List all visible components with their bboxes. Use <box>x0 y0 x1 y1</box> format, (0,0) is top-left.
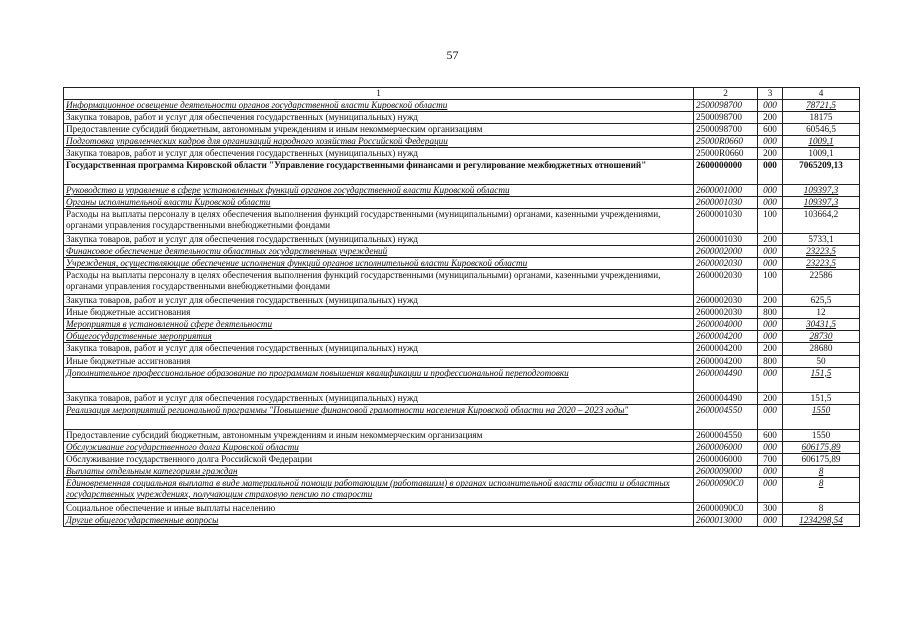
row-name-cell: Общегосударственные мероприятия <box>64 331 694 343</box>
row-code-cell: 2600004550 <box>694 429 758 441</box>
row-name-cell: Закупка товаров, работ и услуг для обеспечения государственных (муниципальных) нужд <box>64 112 694 124</box>
table-row <box>64 392 860 404</box>
table-row <box>64 367 860 392</box>
row-sum-cell: 109397,3 <box>783 197 860 209</box>
row-name-cell: Учреждения, осуществляющие обеспечение исполнения функций органов исполнительной власти Кировской области <box>64 258 694 270</box>
table-row <box>64 343 860 355</box>
row-type-cell: 200 <box>758 112 783 124</box>
table-header <box>64 88 860 100</box>
row-name-cell: Единовременная социальная выплата в виде материальной помощи работающим (работавшим) в органах исполнительной власти области и областных государственных учреждениях, получающим страховую пенсию по старости <box>64 477 694 502</box>
row-sum-cell: 22586 <box>783 270 860 295</box>
table-row <box>64 124 860 136</box>
table-row <box>64 197 860 209</box>
row-type-cell: 200 <box>758 148 783 160</box>
row-sum-cell: 151,5 <box>783 392 860 404</box>
row-code-cell: 2600004200 <box>694 331 758 343</box>
row-name-cell: Предоставление субсидий бюджетным, автономным учреждениям и иным некоммерческим организациям <box>64 429 694 441</box>
row-code-cell: 2500098700 <box>694 124 758 136</box>
row-sum-cell: 151,5 <box>783 367 860 392</box>
table-row <box>64 404 860 429</box>
table-row <box>64 112 860 124</box>
row-name-cell: Обслуживание государственного долга Кировской области <box>64 441 694 453</box>
row-sum-cell: 8 <box>783 465 860 477</box>
row-name-cell: Дополнительное профессиональное образование по программам повышения квалификации и профессиональной переподготовки <box>64 367 694 392</box>
row-type-cell: 700 <box>758 453 783 465</box>
row-sum-cell: 1234298,54 <box>783 514 860 526</box>
row-code-cell: 2600002030 <box>694 307 758 319</box>
row-sum-cell: 606175,89 <box>783 441 860 453</box>
row-sum-cell: 28730 <box>783 331 860 343</box>
header-col-2: 2 <box>694 88 758 100</box>
row-type-cell: 200 <box>758 234 783 246</box>
row-sum-cell: 103664,2 <box>783 209 860 234</box>
row-sum-cell: 28680 <box>783 343 860 355</box>
row-type-cell: 000 <box>758 331 783 343</box>
row-name-cell: Подготовка управленческих кадров для организаций народного хозяйства Российской Федерации <box>64 136 694 148</box>
row-type-cell: 000 <box>758 185 783 197</box>
row-sum-cell: 1550 <box>783 429 860 441</box>
row-name-cell: Иные бюджетные ассигнования <box>64 307 694 319</box>
row-code-cell: 2600013000 <box>694 514 758 526</box>
row-name-cell: Органы исполнительной власти Кировской области <box>64 197 694 209</box>
row-name-cell: Мероприятия в установленной сфере деятельности <box>64 319 694 331</box>
row-type-cell: 000 <box>758 100 783 112</box>
row-sum-cell: 78721,5 <box>783 100 860 112</box>
row-code-cell: 2600004200 <box>694 355 758 367</box>
row-sum-cell: 7065209,13 <box>783 160 860 185</box>
row-name-cell: Закупка товаров, работ и услуг для обеспечения государственных (муниципальных) нужд <box>64 392 694 404</box>
row-sum-cell: 1550 <box>783 404 860 429</box>
row-name-cell: Другие общегосударственные вопросы <box>64 514 694 526</box>
row-type-cell: 800 <box>758 307 783 319</box>
table-row <box>64 319 860 331</box>
row-code-cell: 2600001030 <box>694 209 758 234</box>
row-sum-cell: 109397,3 <box>783 185 860 197</box>
table-row <box>64 307 860 319</box>
row-name-cell: Закупка товаров, работ и услуг для обеспечения государственных (муниципальных) нужд <box>64 343 694 355</box>
row-sum-cell: 5733,1 <box>783 234 860 246</box>
row-type-cell: 600 <box>758 429 783 441</box>
row-type-cell: 300 <box>758 502 783 514</box>
row-type-cell: 000 <box>758 465 783 477</box>
row-type-cell: 000 <box>758 197 783 209</box>
row-code-cell: 2600009000 <box>694 465 758 477</box>
row-code-cell: 2600001030 <box>694 197 758 209</box>
row-type-cell: 000 <box>758 258 783 270</box>
table-row <box>64 258 860 270</box>
row-name-cell: Закупка товаров, работ и услуг для обеспечения государственных (муниципальных) нужд <box>64 148 694 160</box>
row-code-cell: 2600004550 <box>694 404 758 429</box>
row-code-cell: 2600004200 <box>694 343 758 355</box>
table-row <box>64 270 860 295</box>
row-type-cell: 100 <box>758 209 783 234</box>
row-type-cell: 200 <box>758 343 783 355</box>
table-row <box>64 441 860 453</box>
table-row <box>64 477 860 502</box>
table-row <box>64 209 860 234</box>
row-sum-cell: 60546,5 <box>783 124 860 136</box>
row-code-cell: 2600006000 <box>694 453 758 465</box>
row-type-cell: 000 <box>758 246 783 258</box>
row-name-cell: Закупка товаров, работ и услуг для обеспечения государственных (муниципальных) нужд <box>64 295 694 307</box>
table-row <box>64 185 860 197</box>
row-code-cell: 2600002000 <box>694 246 758 258</box>
table-row <box>64 355 860 367</box>
table-row <box>64 246 860 258</box>
row-sum-cell: 625,5 <box>783 295 860 307</box>
row-code-cell: 2600000000 <box>694 160 758 185</box>
row-name-cell: Предоставление субсидий бюджетным, автономным учреждениям и иным некоммерческим организациям <box>64 124 694 136</box>
table-row <box>64 514 860 526</box>
row-name-cell: Выплаты отдельным категориям граждан <box>64 465 694 477</box>
row-code-cell: 2600002030 <box>694 295 758 307</box>
table-row <box>64 100 860 112</box>
row-name-cell: Реализация мероприятий региональной программы "Повышение финансовой грамотности населения Кировской области на 2020 – 2023 годы" <box>64 404 694 429</box>
row-sum-cell: 1009,1 <box>783 136 860 148</box>
row-sum-cell: 606175,89 <box>783 453 860 465</box>
row-name-cell: Расходы на выплаты персоналу в целях обеспечения выполнения функций государственными (муниципальными) органами, казенными учреждениями, органами управления государственными внебюджетными фондами <box>64 270 694 295</box>
row-sum-cell: 18175 <box>783 112 860 124</box>
budget-table <box>63 87 860 527</box>
table-row <box>64 148 860 160</box>
row-code-cell: 2600001000 <box>694 185 758 197</box>
row-name-cell: Информационное освещение деятельности органов государственной власти Кировской области <box>64 100 694 112</box>
row-code-cell: 2600002030 <box>694 270 758 295</box>
table-row <box>64 331 860 343</box>
table-row <box>64 453 860 465</box>
row-code-cell: 25000R0660 <box>694 148 758 160</box>
table-row <box>64 465 860 477</box>
table-body <box>64 100 860 527</box>
table-row <box>64 295 860 307</box>
table-row <box>64 160 860 185</box>
row-type-cell: 000 <box>758 319 783 331</box>
table-row <box>64 429 860 441</box>
row-type-cell: 200 <box>758 392 783 404</box>
row-sum-cell: 8 <box>783 477 860 502</box>
row-code-cell: 2600002030 <box>694 258 758 270</box>
row-name-cell: Государственная программа Кировской области "Управление государственными финансами и регулирование межбюджетных отношений" <box>64 160 694 185</box>
row-name-cell: Обслуживание государственного долга Российской Федерации <box>64 453 694 465</box>
row-type-cell: 000 <box>758 477 783 502</box>
row-name-cell: Расходы на выплаты персоналу в целях обеспечения выполнения функций государственными (муниципальными) органами, казенными учреждениями, органами управления государственными внебюджетными фондами <box>64 209 694 234</box>
row-sum-cell: 12 <box>783 307 860 319</box>
row-sum-cell: 30431,5 <box>783 319 860 331</box>
row-type-cell: 200 <box>758 295 783 307</box>
row-sum-cell: 50 <box>783 355 860 367</box>
row-name-cell: Финансовое обеспечение деятельности областных государственных учреждений <box>64 246 694 258</box>
row-code-cell: 2500098700 <box>694 100 758 112</box>
row-type-cell: 800 <box>758 355 783 367</box>
row-code-cell: 2600004000 <box>694 319 758 331</box>
row-code-cell: 2600006000 <box>694 441 758 453</box>
page-number: 57 <box>446 48 459 62</box>
row-type-cell: 000 <box>758 441 783 453</box>
row-type-cell: 000 <box>758 367 783 392</box>
row-type-cell: 100 <box>758 270 783 295</box>
row-code-cell: 26000090C0 <box>694 502 758 514</box>
row-sum-cell: 23223,5 <box>783 258 860 270</box>
row-name-cell: Социальное обеспечение и иные выплаты населению <box>64 502 694 514</box>
row-name-cell: Руководство и управление в сфере установленных функций органов государственной власти Кировской области <box>64 185 694 197</box>
row-code-cell: 26000090C0 <box>694 477 758 502</box>
table-row <box>64 136 860 148</box>
row-name-cell: Закупка товаров, работ и услуг для обеспечения государственных (муниципальных) нужд <box>64 234 694 246</box>
row-type-cell: 600 <box>758 124 783 136</box>
row-code-cell: 2600004490 <box>694 392 758 404</box>
row-code-cell: 2600001030 <box>694 234 758 246</box>
header-col-3: 3 <box>758 88 783 100</box>
row-code-cell: 25000R0660 <box>694 136 758 148</box>
table-row <box>64 502 860 514</box>
header-col-1: 1 <box>64 88 694 100</box>
row-type-cell: 000 <box>758 136 783 148</box>
row-name-cell: Иные бюджетные ассигнования <box>64 355 694 367</box>
row-code-cell: 2500098700 <box>694 112 758 124</box>
row-type-cell: 000 <box>758 160 783 185</box>
row-sum-cell: 23223,5 <box>783 246 860 258</box>
row-type-cell: 000 <box>758 404 783 429</box>
row-type-cell: 000 <box>758 514 783 526</box>
table-row <box>64 234 860 246</box>
row-sum-cell: 8 <box>783 502 860 514</box>
header-col-4: 4 <box>783 88 860 100</box>
row-code-cell: 2600004490 <box>694 367 758 392</box>
row-sum-cell: 1009,1 <box>783 148 860 160</box>
